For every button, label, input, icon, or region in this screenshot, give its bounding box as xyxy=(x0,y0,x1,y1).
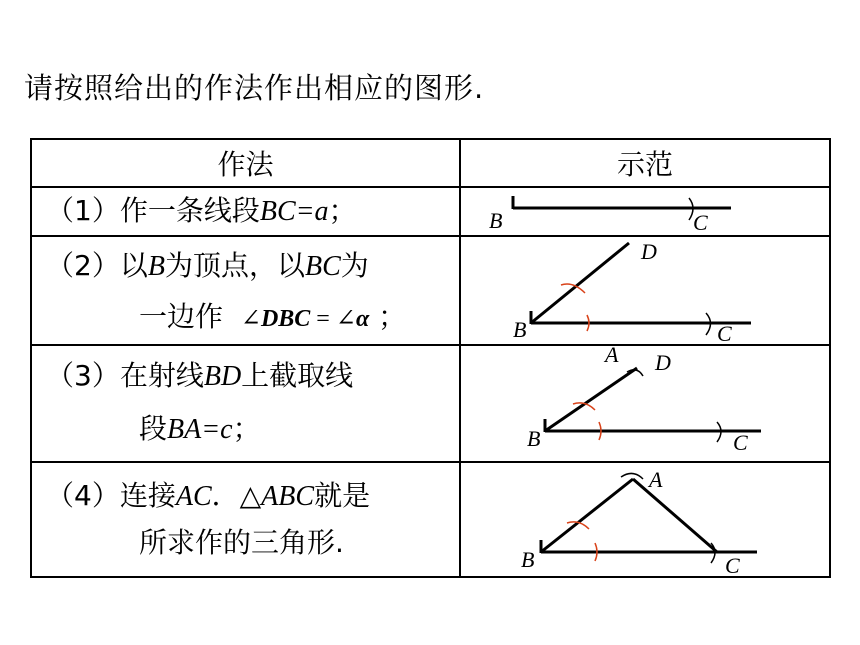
segment-var: c xyxy=(220,414,233,445)
step-number: （3） xyxy=(46,359,120,392)
figure-segment-bc xyxy=(461,188,833,235)
step-text-part: 为顶点，以 xyxy=(164,249,305,282)
label-a: A xyxy=(605,346,619,367)
label-c: C xyxy=(693,210,708,235)
equals-sign: = xyxy=(310,306,336,332)
step-text-part: 上截取线 xyxy=(241,359,354,392)
step-number: （1） xyxy=(46,194,120,227)
step-text-part: 为 xyxy=(340,249,369,282)
step-number: （4） xyxy=(46,479,120,512)
step-text-part: ．△ xyxy=(211,479,262,512)
angle-alpha: α xyxy=(355,306,370,332)
step-punct: ； xyxy=(378,300,407,333)
segment-name: BC xyxy=(259,196,296,227)
equals-sign: = xyxy=(201,414,221,445)
step-text-part: 在射线 xyxy=(119,359,204,392)
table-row xyxy=(31,345,830,462)
point-name: B xyxy=(147,251,165,282)
side-ac xyxy=(633,479,717,552)
label-a: A xyxy=(649,467,663,492)
figure-triangle-abc xyxy=(461,463,833,576)
step-1-text xyxy=(31,187,460,236)
step-2-line-2 xyxy=(46,292,459,344)
step-4-figure xyxy=(460,462,830,577)
figure-segment-ba xyxy=(461,346,833,461)
step-1-figure xyxy=(460,187,830,236)
label-b: B xyxy=(527,426,541,451)
step-text-part: 作一条线段 xyxy=(119,194,260,227)
step-4-text xyxy=(31,462,460,577)
step-3-line-2 xyxy=(46,403,459,456)
step-text-part: 就是 xyxy=(314,479,371,512)
segment-name: AC xyxy=(175,481,212,512)
step-punct: ； xyxy=(328,194,357,227)
step-text-part: 以 xyxy=(119,249,148,282)
header-method: 作法 xyxy=(31,139,460,187)
step-text-part: 连接 xyxy=(119,479,176,512)
ray-bd xyxy=(531,243,629,323)
side-ba xyxy=(541,479,633,552)
table-row xyxy=(31,187,830,236)
header-example: 示范 xyxy=(460,139,830,187)
segment-name: BA xyxy=(167,414,202,445)
step-text-part: 段 xyxy=(139,412,168,445)
figure-angle-dbc xyxy=(461,237,833,342)
step-3-figure xyxy=(460,345,830,462)
table-row xyxy=(31,462,830,577)
step-3-text xyxy=(31,345,460,462)
angle-name: DBC xyxy=(260,306,311,332)
step-4-line-2: 所求作的三角形. xyxy=(139,526,344,559)
label-c: C xyxy=(733,430,748,455)
table-row xyxy=(31,236,830,345)
triangle-name: ABC xyxy=(261,481,315,512)
label-d: D xyxy=(641,239,657,264)
step-punct: ； xyxy=(232,412,261,445)
segment-var: a xyxy=(314,196,329,227)
label-b: B xyxy=(513,317,527,342)
step-2-text xyxy=(31,236,460,345)
label-c: C xyxy=(717,321,732,342)
step-2-figure xyxy=(460,236,830,345)
angle-symbol: ∠ xyxy=(335,306,356,332)
table-header-row xyxy=(31,139,830,187)
equals-sign: = xyxy=(295,196,315,227)
label-b: B xyxy=(521,547,535,572)
label-d: D xyxy=(655,350,671,375)
label-c: C xyxy=(725,553,740,576)
instruction-text: 请按照给出的作法作出相应的图形. xyxy=(24,71,485,105)
ray-name: BD xyxy=(203,361,242,392)
segment-name: BC xyxy=(304,251,341,282)
label-b: B xyxy=(489,208,503,233)
angle-symbol: ∠ xyxy=(240,306,261,332)
segment-ba xyxy=(545,368,637,431)
step-number: （2） xyxy=(46,249,120,282)
construction-table xyxy=(30,138,831,578)
step-text-part: 一边作 xyxy=(139,300,224,333)
